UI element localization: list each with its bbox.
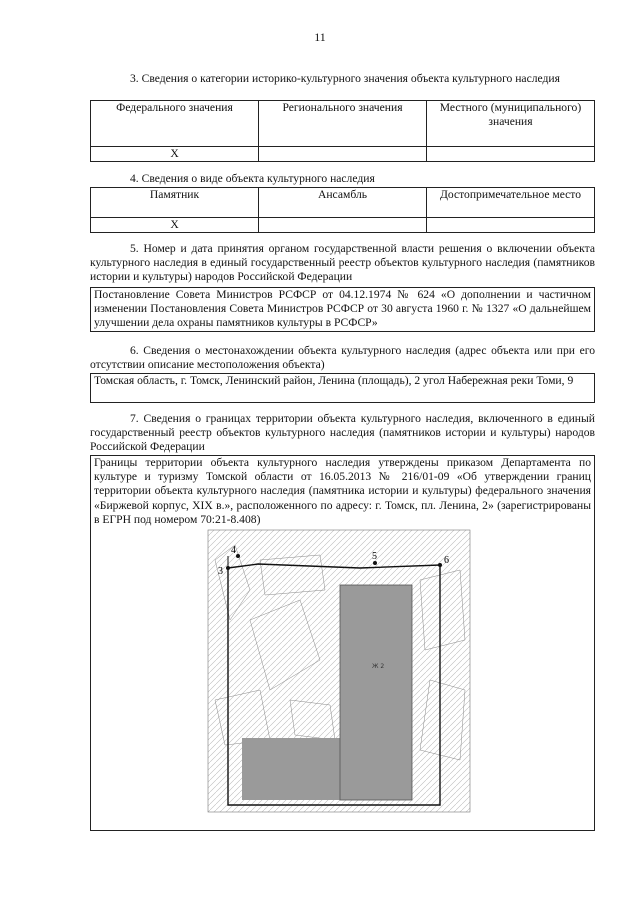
- point-label-6: 6: [444, 555, 449, 566]
- section-5-heading: 5. Номер и дата принятия органом государственной власти решения о включении объекта культурного наследия в единый государственный реестр объектов культурного наследия (памятников истории и культуры) народов Российской Федерации: [90, 242, 595, 284]
- point-3: [226, 566, 230, 570]
- val-monument: Х: [91, 218, 259, 233]
- boundary-text: Границы территории объекта культурного наследия утверждены приказом Департамента по культуре и туризму Томской области от 16.05.2013 № 216/01-09 «Об утверждении границ территории объекта культурного наследия (памятника истории и культуры) федерального значения «Биржевой корпус, XIX в.», расположенного по адресу: г. Томск, пл. Ленина, 2» (зарегистрированы в ЕГРН под номером 70:21-8.408): [94, 456, 591, 526]
- point-label-5: 5: [372, 551, 377, 562]
- section-3-heading: 3. Сведения о категории историко-культурного значения объекта культурного наследия: [130, 72, 560, 85]
- col-ensemble: Ансамбль: [259, 188, 427, 218]
- section-4-heading: 4. Сведения о виде объекта культурного наследия: [130, 172, 375, 185]
- section-7-heading: 7. Сведения о границах территории объекта культурного наследия, включенного в единый государственный реестр объектов культурного наследия (памятников истории и культуры) народов Российской Федерации: [90, 412, 595, 454]
- val-federal: Х: [91, 147, 259, 162]
- section-6-heading: 6. Сведения о местонахождении объекта культурного наследия (адрес объекта или при его отсутствии описание местоположения объекта): [90, 344, 595, 372]
- building-label: Ж 2: [372, 663, 385, 670]
- point-label-3: 3: [218, 566, 223, 577]
- decree-box: Постановление Совета Министров РСФСР от 04.12.1974 № 624 «О дополнении и частичном изменении Постановления Совета Министров РСФСР от 30 августа 1960 г. № 1327 «О дальнейшем улучшении дела охраны памятников культуры в РСФСР»: [90, 287, 595, 332]
- address-box: Томская область, г. Томск, Ленинский район, Ленина (площадь), 2 угол Набережная реки Томи, 9: [90, 373, 595, 403]
- col-local: Местного (муниципального) значения: [427, 101, 595, 147]
- point-label-4: 4: [231, 545, 236, 556]
- point-6: [438, 563, 442, 567]
- col-federal: Федерального значения: [91, 101, 259, 147]
- col-monument: Памятник: [91, 188, 259, 218]
- col-landmark: Достопримечательное место: [427, 188, 595, 218]
- page-number: 11: [314, 30, 326, 44]
- building-shape: [340, 585, 412, 800]
- col-regional: Регионального значения: [259, 101, 427, 147]
- point-4: [236, 554, 240, 558]
